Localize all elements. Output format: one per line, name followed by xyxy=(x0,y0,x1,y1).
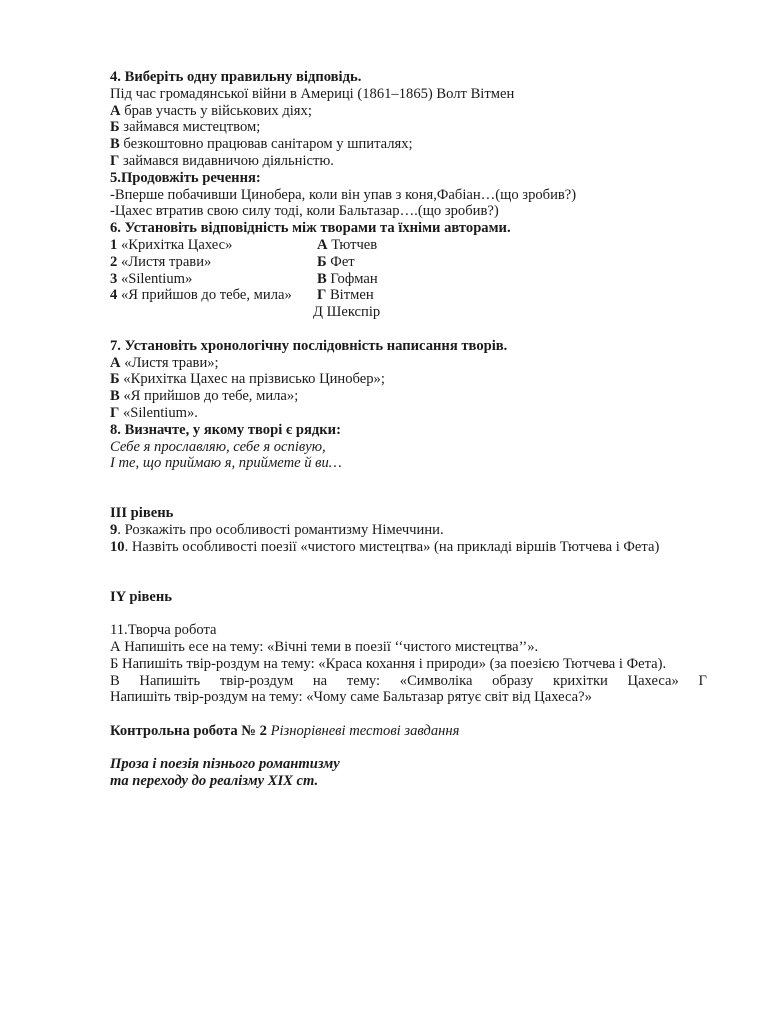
option-letter: В xyxy=(110,388,120,405)
q7-option-v xyxy=(110,388,710,405)
option-letter: Б xyxy=(110,119,120,136)
word: Напишіть xyxy=(139,672,201,689)
author-a xyxy=(317,237,377,254)
word: образу xyxy=(492,672,534,689)
author-letter: Б xyxy=(317,253,327,270)
q7-title: 7. Установіть хронологічну послідовність написання творів. xyxy=(110,337,508,354)
work-text: «Я прийшов до тебе, мила» xyxy=(117,287,292,304)
test-subtitle-line-1: Проза і поезія пізнього романтизму xyxy=(110,756,340,773)
option-letter: Г xyxy=(110,152,120,169)
level3-title: ІІІ рівень xyxy=(110,505,174,522)
q6-title: 6. Установіть відповідність між творами та їхніми авторами. xyxy=(110,220,511,237)
test-heading-italic: Різнорівневі тестові завдання xyxy=(266,722,460,739)
level4-task-g: Напишіть твір-роздум на тему: «Чому саме Бальтазар рятує світ від Цахеса?» xyxy=(110,689,592,706)
option-text: займався видавничою діяльністю. xyxy=(119,152,334,169)
q4-question: Під час громадянської війни в Америці (1861–1865) Волт Вітмен xyxy=(110,85,515,102)
word: тему: xyxy=(346,672,381,689)
work-text: «Крихітка Цахес» xyxy=(117,236,233,253)
spacer xyxy=(110,472,710,505)
option-letter: Г xyxy=(110,404,120,421)
author-letter: В xyxy=(317,270,327,287)
q8-title: 8. Визначте, у якому творі є рядки: xyxy=(110,421,341,438)
author-text: Гофман xyxy=(326,270,378,287)
level4-task-title: 11.Творча робота xyxy=(110,622,217,639)
spacer xyxy=(110,740,710,757)
q8-quote-line-1: Себе я прославляю, себе я оспівую, xyxy=(110,438,326,455)
q7-option-b xyxy=(110,371,710,388)
test-subtitle-line-2: та переходу до реалізму ХІХ ст. xyxy=(110,773,319,790)
author-d xyxy=(313,304,380,321)
q4-title: 4. Виберіть одну правильну відповідь. xyxy=(110,69,362,85)
author-text: Тютчев xyxy=(327,236,378,253)
q7-option-a xyxy=(110,355,710,372)
q6-match-row-3 xyxy=(110,271,710,288)
q5-title: 5.Продовжіть речення: xyxy=(110,169,261,186)
item-num: 9 xyxy=(110,521,118,538)
q4-option-b xyxy=(110,119,710,136)
spacer xyxy=(110,556,710,589)
test-heading xyxy=(110,723,710,740)
test-heading-bold: Контрольна робота № 2 xyxy=(110,722,267,739)
level4-title: ІY рівень xyxy=(110,588,172,605)
q6-match-row-2 xyxy=(110,254,710,271)
word: В xyxy=(110,672,120,689)
q4-option-a xyxy=(110,103,710,120)
q5-line-1: -Вперше побачивши Цинобера, коли він упав з коня,Фабіан…(що зробив?) xyxy=(110,186,577,203)
q6-match-row-5 xyxy=(110,304,710,321)
author-letter: Д xyxy=(313,304,323,321)
q4-option-v xyxy=(110,136,710,153)
level3-item-10 xyxy=(110,539,710,556)
work-3 xyxy=(110,271,192,288)
option-text: брав участь у військових діях; xyxy=(120,102,312,119)
spacer xyxy=(110,321,710,338)
level3-item-9 xyxy=(110,522,710,539)
author-text: Фет xyxy=(326,253,355,270)
work-num: 4 xyxy=(110,287,118,304)
word: твір-роздум xyxy=(219,672,294,689)
work-2 xyxy=(110,254,211,271)
document-page xyxy=(110,69,710,790)
item-num: 10 xyxy=(110,538,125,555)
word: Г xyxy=(698,672,707,689)
option-text: «Silentium». xyxy=(119,404,198,421)
option-text: займався мистецтвом; xyxy=(119,119,261,136)
author-v xyxy=(317,271,378,288)
item-text: . Розкажіть про особливості романтизму Німеччини. xyxy=(117,521,444,538)
author-text: Вітмен xyxy=(326,287,374,304)
word: Цахеса» xyxy=(627,672,679,689)
option-letter: А xyxy=(110,354,121,371)
q5-line-2: -Цахес втратив свою силу тоді, коли Бальтазар….(що зробив?) xyxy=(110,203,499,220)
item-text: . Назвіть особливості поезії «чистого мистецтва» (на прикладі віршів Тютчева і Фета) xyxy=(124,538,660,555)
level4-task-b: Б Напишіть твір-роздум на тему: «Краса кохання і природи» (за поезією Тютчева і Фета). xyxy=(110,655,667,672)
work-4 xyxy=(110,287,292,304)
spacer xyxy=(110,706,710,723)
option-letter: А xyxy=(110,102,121,119)
option-text: «Крихітка Цахес на прізвисько Цинобер»; xyxy=(119,371,385,388)
author-letter: Г xyxy=(317,287,327,304)
word: крихітки xyxy=(553,672,608,689)
q6-match-row-4 xyxy=(110,287,710,304)
option-letter: В xyxy=(110,136,120,153)
author-b xyxy=(317,254,355,271)
q6-match-row-1 xyxy=(110,237,710,254)
level4-task-v xyxy=(110,673,707,690)
level4-task-a: А Напишіть есе на тему: «Вічні теми в поезії ‘‘чистого мистецтва’’». xyxy=(110,638,539,655)
work-text: «Листя трави» xyxy=(117,253,212,270)
work-1 xyxy=(110,237,232,254)
word: на xyxy=(312,672,328,689)
spacer xyxy=(110,605,710,622)
option-text: «Я прийшов до тебе, мила»; xyxy=(119,388,299,405)
option-text: «Листя трави»; xyxy=(120,354,219,371)
option-text: безкоштовно працював санітаром у шпиталях; xyxy=(119,136,413,153)
work-text: «Silentium» xyxy=(117,270,193,287)
work-num: 3 xyxy=(110,270,118,287)
author-text: Шекспір xyxy=(322,304,381,321)
q7-option-g xyxy=(110,405,710,422)
option-letter: Б xyxy=(110,371,120,388)
q4-option-g xyxy=(110,153,710,170)
author-letter: А xyxy=(317,236,328,253)
work-num: 2 xyxy=(110,253,118,270)
word: «Символіка xyxy=(399,672,473,689)
work-num: 1 xyxy=(110,236,118,253)
author-g xyxy=(317,287,374,304)
q8-quote-line-2: І те, що приймаю я, приймете й ви… xyxy=(110,455,342,472)
